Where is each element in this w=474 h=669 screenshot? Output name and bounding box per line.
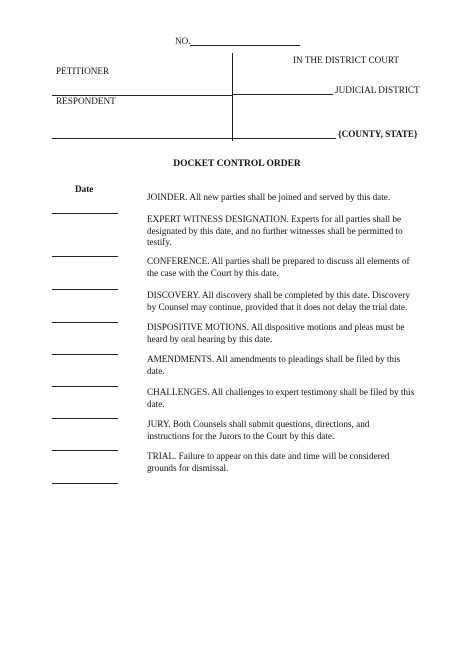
order-item-text: AMENDMENTS. All amendments to pleadings shall be filed by this — [147, 354, 401, 364]
order-item-text: heard by oral hearing by this date. — [147, 333, 273, 344]
petitioner-label: PETITIONER — [56, 66, 110, 76]
date-entry-line[interactable] — [52, 213, 118, 214]
date-entry-line[interactable] — [52, 483, 118, 484]
order-item-text: grounds for dismissal. — [147, 462, 229, 473]
order-item-text: testify. — [147, 237, 172, 247]
date-entry-line[interactable] — [52, 256, 118, 257]
district-label: JUDICIAL DISTRICT — [335, 85, 420, 95]
order-item-text: by Counsel may continue, provided that it does not delay the trial date. — [147, 301, 408, 312]
respondent-label: RESPONDENT — [56, 96, 116, 106]
order-item — [147, 451, 422, 474]
order-item-text: DISCOVERY. All discovery shall be completed by this date. Discovery — [147, 290, 410, 300]
date-entry-line[interactable] — [52, 289, 118, 290]
order-item — [147, 192, 422, 204]
order-item-text: date. — [147, 365, 165, 376]
order-item — [147, 214, 422, 249]
order-item — [147, 256, 422, 279]
order-item-text: CONFERENCE. All parties shall be prepared to discuss all elements of — [147, 256, 410, 266]
case-number-label: NO. — [175, 36, 191, 46]
order-item-text: instructions for the Jurors to the Court by this date. — [147, 430, 335, 441]
order-item — [147, 419, 422, 442]
date-entry-line[interactable] — [52, 418, 118, 419]
order-item — [147, 387, 422, 410]
order-item-text: TRIAL. Failure to appear on this date and time will be considered — [147, 451, 390, 461]
county-state-label: {COUNTY, STATE} — [338, 129, 418, 139]
date-column-header: Date — [75, 184, 94, 194]
order-item — [147, 354, 422, 377]
respondent-line[interactable] — [52, 138, 232, 139]
date-entry-line[interactable] — [52, 450, 118, 451]
case-number-line[interactable] — [190, 45, 300, 46]
order-item-text: EXPERT WITNESS DESIGNATION. Experts for all parties shall be — [147, 214, 402, 224]
page-title: DOCKET CONTROL ORDER — [173, 159, 301, 169]
order-item-text: date. — [147, 398, 165, 409]
county-line[interactable] — [232, 138, 336, 139]
order-item-text: JOINDER. All new parties shall be joined and served by this date. — [147, 192, 391, 202]
caption-divider — [232, 53, 233, 141]
order-item-text: CHALLENGES. All challenges to expert testimony shall be filed by this — [147, 387, 415, 397]
order-item-text: JURY. Both Counsels shall submit questions, directions, and — [147, 419, 370, 429]
district-number-line[interactable] — [232, 94, 333, 95]
date-entry-line[interactable] — [52, 322, 118, 323]
order-item-text: designated by this date, and no further witnesses shall be permitted to — [147, 225, 403, 236]
order-item-text: DISPOSITIVE MOTIONS. All dispositive motions and pleas must be — [147, 322, 405, 332]
order-item — [147, 290, 422, 313]
date-entry-line[interactable] — [52, 386, 118, 387]
date-entry-line[interactable] — [52, 354, 118, 355]
order-item — [147, 322, 422, 345]
court-label: IN THE DISTRICT COURT — [293, 55, 400, 65]
order-item-text: the case with the Court by this date. — [147, 267, 279, 278]
